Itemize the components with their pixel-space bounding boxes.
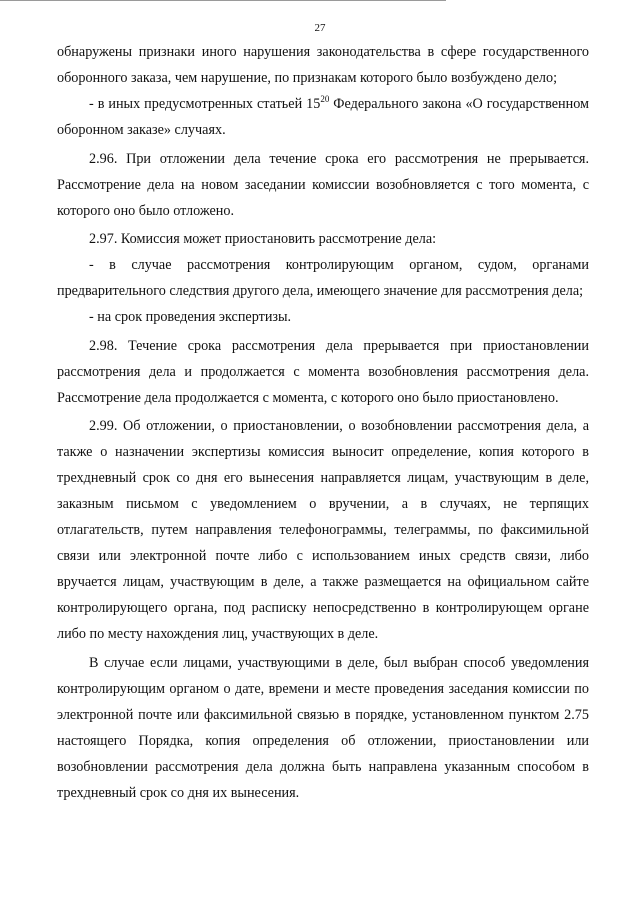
paragraph-list-item-law-reference [57,91,589,143]
superscript-article-number: 20 [320,94,330,104]
paragraph-list-item-expertise: - на срок проведения экспертизы. [89,309,292,325]
paragraph-notification-method: В случае если лицами, участвующими в деле, был выбран способ уведомления контролирующим органом о дате, времени и месте проведения заседания комиссии по электронной почте или факсимильной связью в порядке, установленном пунктом 2.75 настоящего Порядка, копия определения об отложении, приостановлении или возобновлении рассмотрения дела должна быть направлена указанным способом в трехдневный срок со дня их вынесения. [57,654,589,801]
list-item-text: - в иных предусмотренных статьей 15 [89,96,321,112]
paragraph-2-97: 2.97. Комиссия может приостановить рассмотрение дела: [89,231,437,247]
page-number: 27 [314,22,326,34]
list-item-text-continued: Федерального закона «О государственном оборонном заказе» случаях. [57,96,589,138]
scan-top-rule [0,0,446,1]
document-body [57,39,589,806]
paragraph-2-96: 2.96. При отложении дела течение срока его рассмотрения не прерывается. Рассмотрение дела на новом заседании комиссии возобновляется с того момента, с которого оно было отложено. [57,150,589,219]
paragraph-2-98: 2.98. Течение срока рассмотрения дела прерывается при приостановлении рассмотрения дела и продолжается с момента возобновления рассмотрения дела. Рассмотрение дела продолжается с момента, с которого оно было приостановлено. [57,337,589,406]
paragraph-list-item-other-case: - в случае рассмотрения контролирующим органом, судом, органами предварительного следствия другого дела, имеющего значение для рассмотрения дела; [57,257,589,299]
paragraph-continuation: обнаружены признаки иного нарушения законодательства в сфере государственного оборонного заказа, чем нарушение, по признакам которого было возбуждено дело; [57,44,589,86]
paragraph-2-99: 2.99. Об отложении, о приостановлении, о возобновлении рассмотрения дела, а также о назначении экспертизы комиссия выносит определение, копия которого в трехдневный срок со дня его вынесения направляется лицам, участвующим в деле, заказным письмом с уведомлением о вручении, а в случаях, не терпящих отлагательств, путем направления телефонограммы, телеграммы, по факсимильной связи или электронной почте либо с использованием иных средств связи, либо вручается лицам, участвующим в деле, а также размещается на официальном сайте контролирующего органа, под расписку непосредственно в контролирующем органе либо по месту нахождения лиц, участвующих в деле. [57,418,589,642]
